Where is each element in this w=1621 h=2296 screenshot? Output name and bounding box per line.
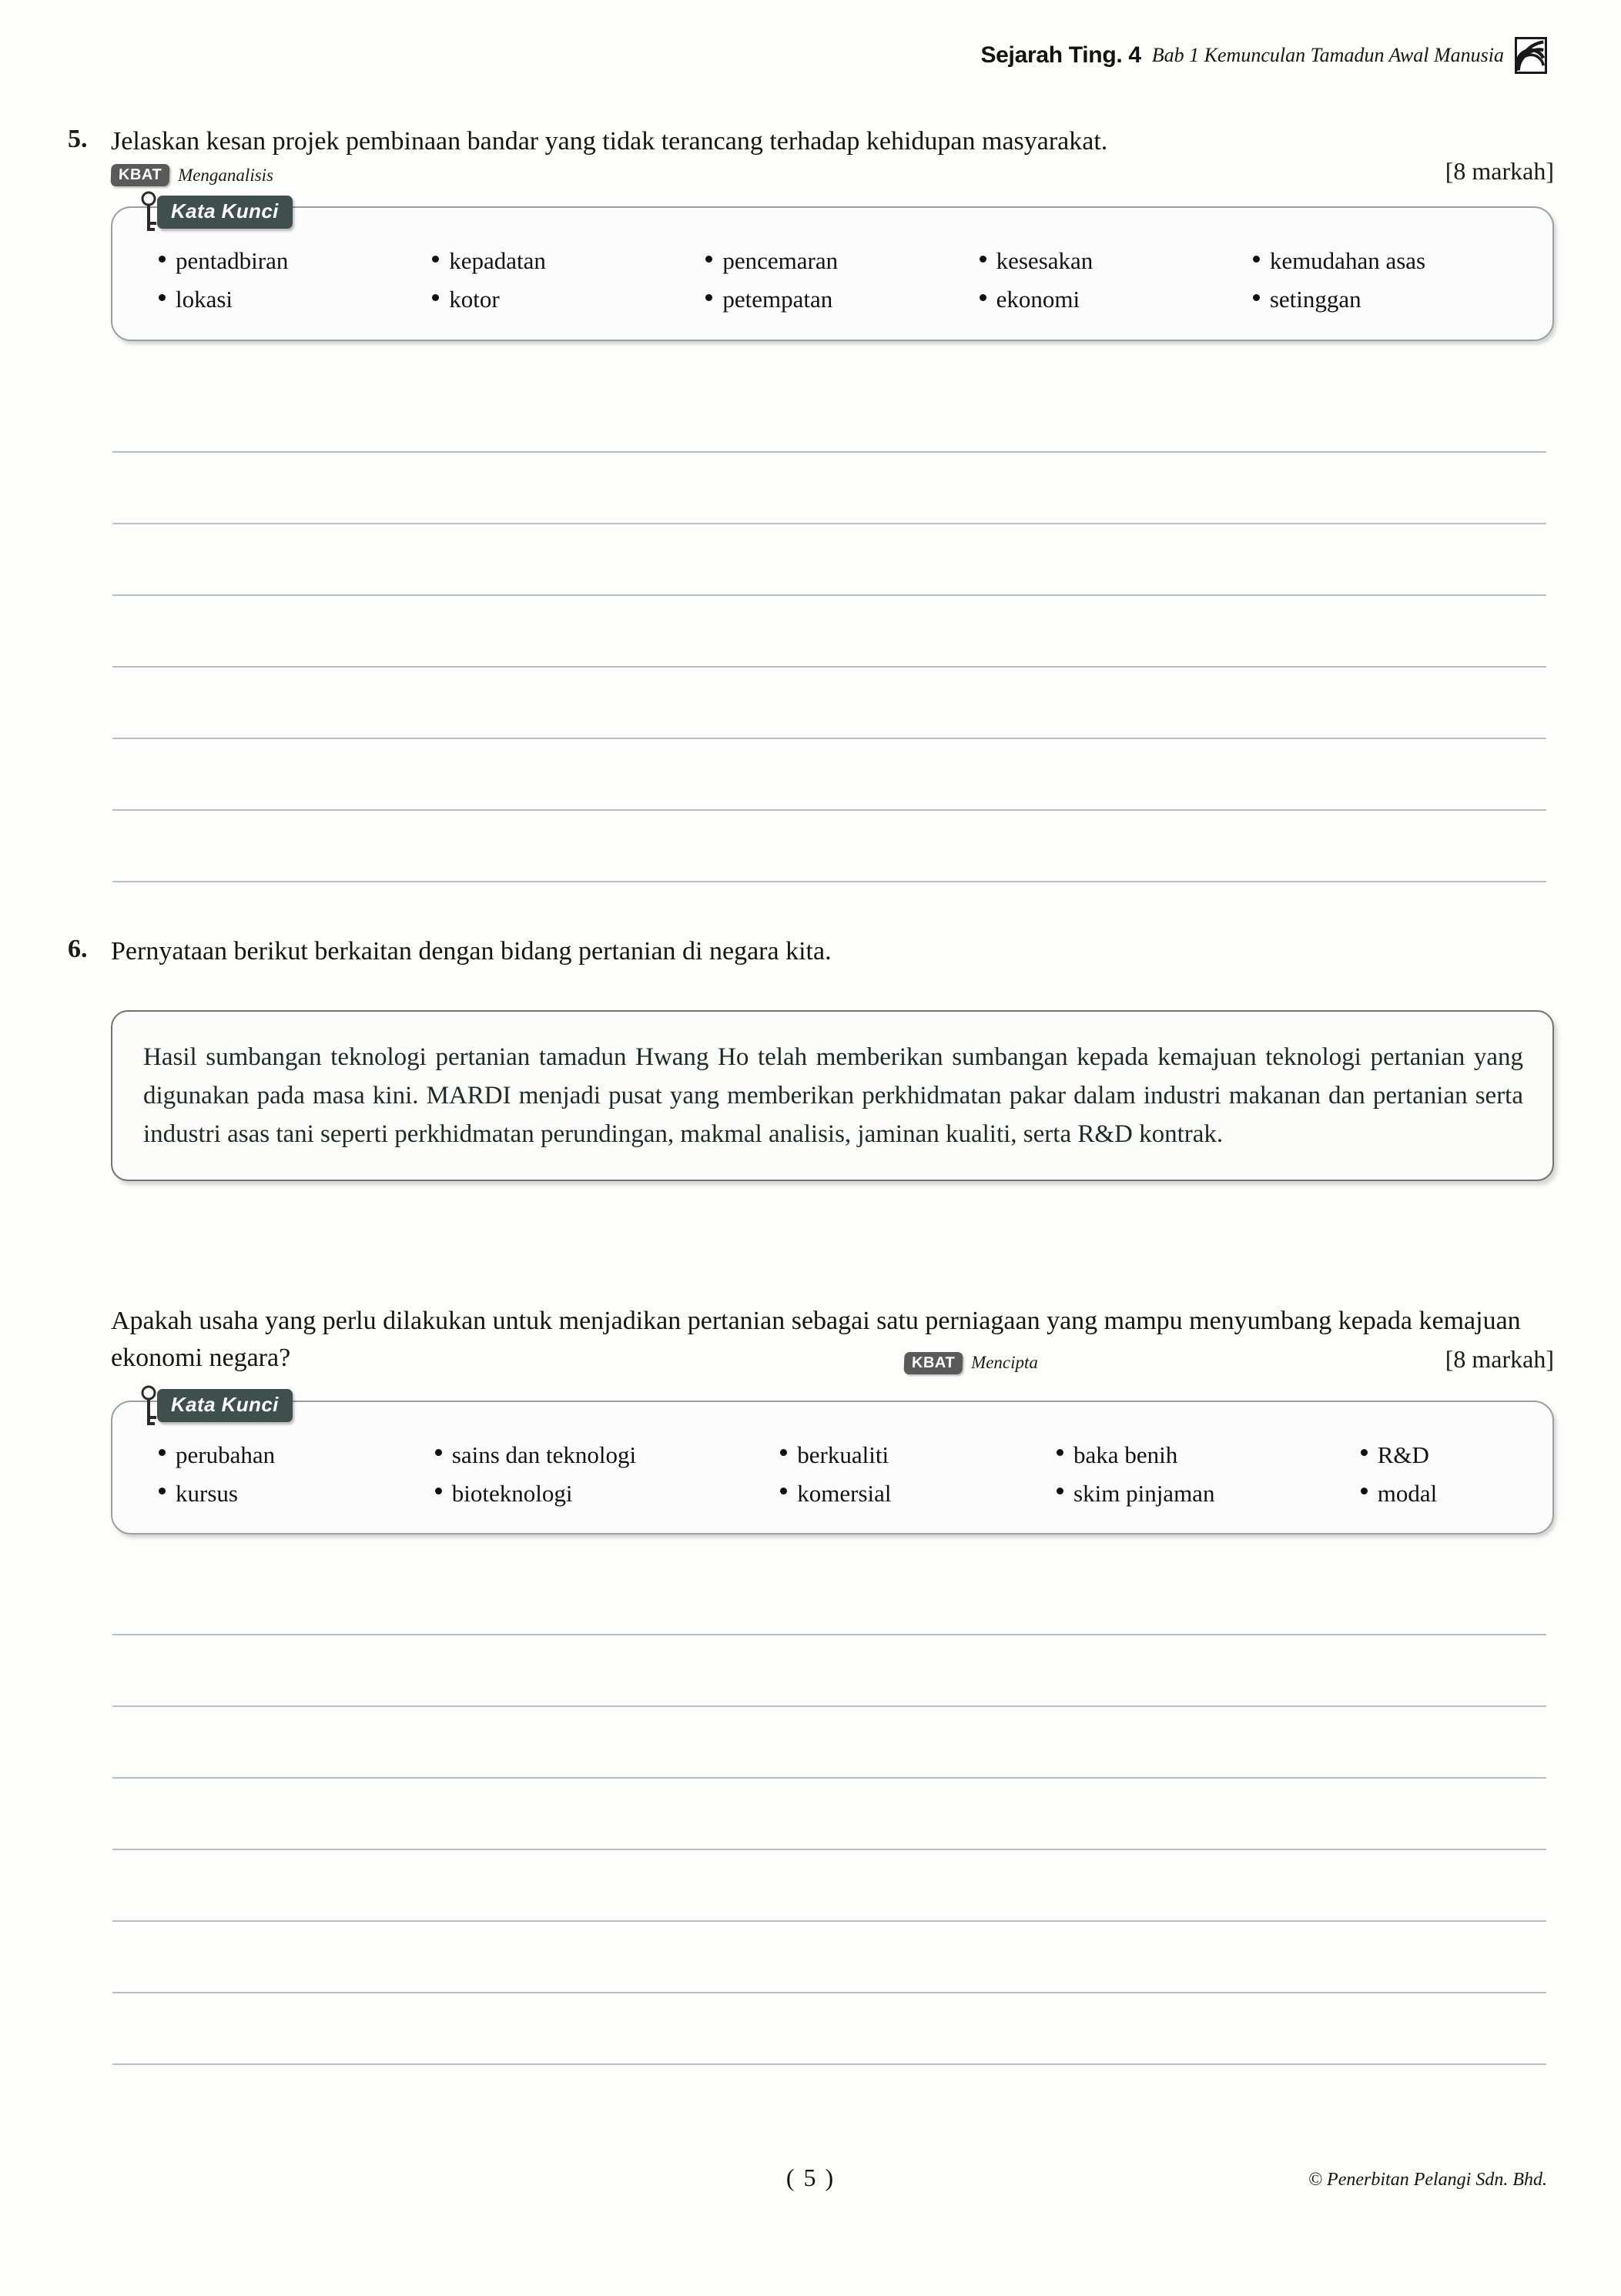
kata-kunci-label-q6: Kata Kunci [157,1389,293,1422]
keyword-label: kepadatan [449,247,546,275]
question-5-number: 5. [68,125,88,153]
keyword-item [980,280,1253,319]
bullet-icon [705,294,712,301]
question-5-text: Jelaskan kesan projek pembinaan bandar yang tidak terancang terhadap kehidupan masyarakat. [111,127,1108,156]
keyword-item [435,1474,780,1513]
keyword-column [159,242,432,319]
keyword-label: petempatan [722,286,833,313]
keyword-label: R&D [1377,1441,1429,1468]
keyword-item [1361,1474,1526,1513]
page-footer [0,2164,1621,2210]
copyright-notice: © Penerbitan Pelangi Sdn. Bhd. [1308,2170,1547,2190]
keyword-item [432,280,705,319]
keyword-label: pentadbiran [176,247,289,275]
keyword-label: bioteknologi [451,1479,573,1507]
question-6-followup-block [111,1303,1554,1535]
bullet-icon [980,294,986,301]
marks-q6: [8 markah] [1445,1344,1554,1373]
answer-line[interactable] [112,666,1546,668]
key-icon [139,1385,162,1430]
bullet-icon [159,256,166,263]
kata-kunci-box-q6 [111,1392,1554,1535]
answer-line[interactable] [112,451,1546,453]
bullet-icon [1361,1449,1368,1456]
bullet-icon [159,1449,166,1456]
bullet-icon [432,256,439,263]
keyword-label: lokasi [176,286,233,313]
bullet-icon [159,1488,166,1494]
keyword-item [980,242,1253,280]
statement-text: Hasil sumbangan teknologi pertanian tamadun Hwang Ho telah memberikan sumbangan kepada kemajuan teknologi pertanian yang digunakan pada masa kini. MARDI menjadi pusat yang memberikan perkhidmatan pakar dalam industri makanan dan pertanian serta industri asas tani seperti perkhidmatan perundingan, makmal analisis, jaminan kualiti, serta R&D kontrak. [143,1043,1523,1149]
keyword-item [705,280,979,319]
kbat-skill-q5: Menganalisis [178,165,274,185]
kbat-badge-q6: KBAT [903,1352,963,1374]
answer-line[interactable] [112,594,1546,596]
keyword-label: perubahan [176,1441,276,1468]
keyword-label: skim pinjaman [1073,1479,1215,1507]
kata-kunci-tab-q5 [139,189,293,234]
answer-lines-q5[interactable] [112,451,1546,882]
answer-line[interactable] [112,1634,1546,1635]
kbat-skill-q6: Mencipta [971,1353,1038,1373]
keyword-item [432,242,705,280]
bullet-icon [432,294,439,301]
header-subtitle: Bab 1 Kemunculan Tamadun Awal Manusia [1151,44,1504,66]
answer-line[interactable] [112,881,1546,882]
kbat-badge-q5: KBAT [110,164,169,186]
bullet-icon [705,256,712,263]
bullet-icon [780,1449,787,1456]
keyword-item [780,1436,1057,1474]
keyword-item [1361,1436,1526,1474]
question-6-text: Pernyataan berikut berkaitan dengan bidang pertanian di negara kita. [111,937,832,966]
keyword-column [159,1436,435,1513]
page-header [980,37,1547,74]
answer-line[interactable] [112,2063,1546,2065]
bullet-icon [780,1488,787,1494]
keyword-column [980,242,1253,319]
keyword-column [432,242,705,319]
keyword-item [159,1474,435,1513]
answer-line[interactable] [112,1777,1546,1779]
question-5-block [68,123,1554,341]
answer-line[interactable] [112,1705,1546,1707]
bullet-icon [435,1449,442,1456]
bullet-icon [980,256,986,263]
keyword-item [1057,1436,1361,1474]
keyword-item [1253,242,1526,280]
keyword-item [159,280,432,319]
kata-kunci-label-q5: Kata Kunci [157,196,293,229]
keyword-label: modal [1377,1479,1438,1507]
followup-label: Apakah usaha yang perlu dilakukan untuk menjadikan pertanian sebagai satu perniagaan yang mampu menyumbang kepada kemajuan ekonomi negara? [111,1307,1521,1373]
kata-kunci-box-q5 [111,199,1554,340]
keyword-item [1253,280,1526,319]
kbat-tag-q6 [904,1352,1038,1374]
keyword-label: berkualiti [797,1441,889,1468]
keyword-column [1057,1436,1361,1513]
keyword-column [1253,242,1526,319]
keyword-item [159,242,432,280]
keyword-label: kemudahan asas [1269,247,1426,275]
answer-line[interactable] [112,809,1546,811]
bullet-icon [1253,256,1260,263]
question-6-block [68,933,1554,970]
answer-line[interactable] [112,1920,1546,1922]
keyword-label: kesesakan [996,247,1094,275]
header-title: Sejarah Ting. 4 [980,42,1141,68]
page-number: ( 5 ) [785,2164,836,2191]
bullet-icon [435,1488,442,1494]
keyword-label: sains dan teknologi [451,1441,637,1468]
keyword-column [435,1436,780,1513]
bullet-icon [1253,294,1260,301]
answer-lines-q6[interactable] [112,1634,1546,2065]
answer-line[interactable] [112,523,1546,524]
key-icon [139,191,162,236]
keyword-column [780,1436,1057,1513]
keyword-item [780,1474,1057,1513]
marks-q5: [8 markah] [1445,157,1554,186]
keyword-item [705,242,979,280]
kbat-tag-q5 [111,164,273,186]
bullet-icon [1361,1488,1368,1494]
keyword-label: setinggan [1269,286,1361,313]
question-6-number: 6. [68,935,88,963]
kata-kunci-tab-q6 [139,1384,293,1428]
bullet-icon [159,294,166,301]
bullet-icon [1057,1449,1063,1456]
bullet-icon [1057,1488,1063,1494]
keyword-column [705,242,979,319]
keyword-label: komersial [797,1479,892,1507]
keyword-label: kotor [449,286,500,313]
keyword-label: kursus [176,1479,238,1507]
keyword-label: pencemaran [722,247,839,275]
pelangi-logo-icon [1515,37,1547,74]
keyword-label: ekonomi [996,286,1080,313]
keyword-item [435,1436,780,1474]
answer-line[interactable] [112,1992,1546,1993]
keyword-column [1361,1436,1526,1513]
statement-box-q6 [111,1010,1554,1181]
keyword-item [159,1436,435,1474]
keyword-item [1057,1474,1361,1513]
answer-line[interactable] [112,738,1546,739]
keyword-label: baka benih [1073,1441,1178,1468]
answer-line[interactable] [112,1849,1546,1850]
